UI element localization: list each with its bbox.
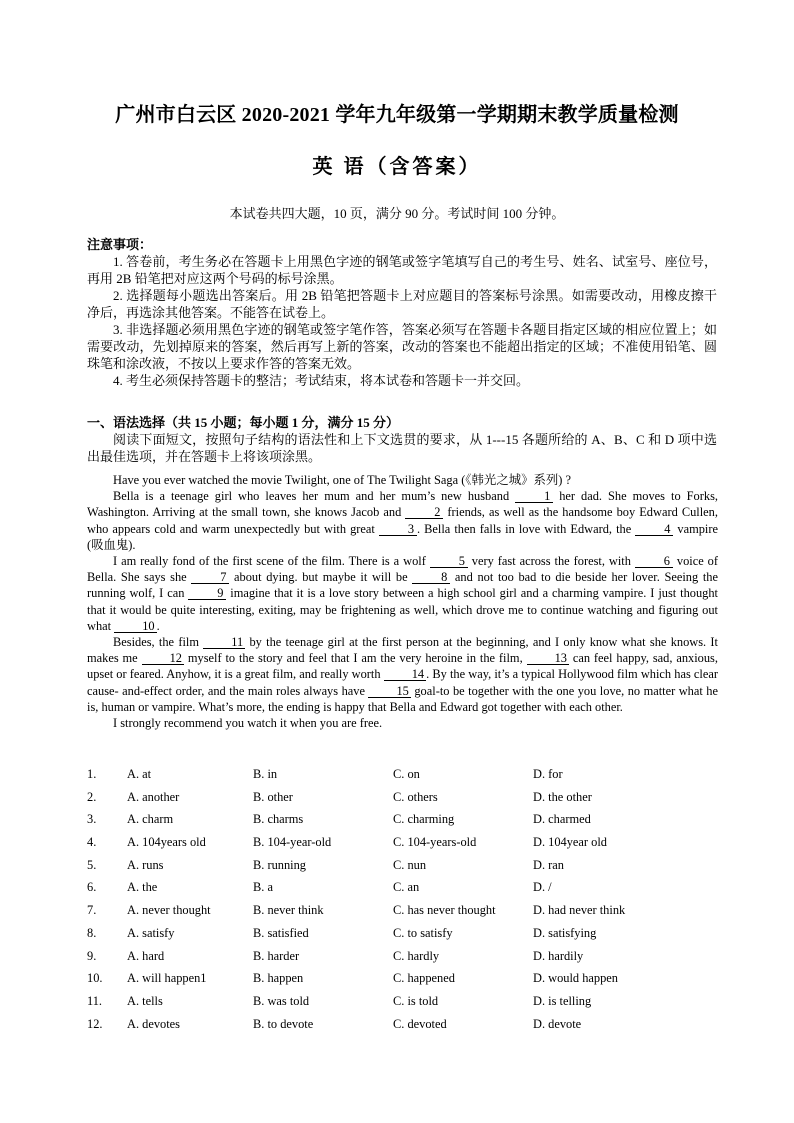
option-c: C. charming bbox=[393, 812, 455, 827]
blank-15: 15 bbox=[368, 685, 410, 698]
option-b: B. a bbox=[253, 880, 273, 895]
question-number: 8. bbox=[87, 925, 97, 940]
notice-heading: 注意事项： bbox=[87, 237, 153, 252]
passage-text: by the teenage girl at the first person at the beginning, and I only know what she knows. It makes me bbox=[87, 635, 718, 666]
option-c: C. happened bbox=[393, 971, 455, 986]
option-a: A. tells bbox=[127, 993, 163, 1008]
option-c: C. nun bbox=[393, 857, 427, 872]
passage-text: imagine that it is a love story between a high school girl and a charming vampire. I just thought that it would be quite interesting, exiting, may be frightening as well, which drove me to continue watching and figuring out what bbox=[87, 586, 718, 633]
question-options bbox=[87, 767, 727, 1039]
option-d: D. satisfying bbox=[533, 925, 597, 940]
question-row bbox=[87, 949, 727, 972]
exam-info: 本试卷共四大题，10 页，满分 90 分。考试时间 100 分钟。 bbox=[229, 206, 565, 221]
passage-text: vampire (吸血鬼). bbox=[87, 521, 718, 552]
option-c: C. others bbox=[393, 789, 438, 804]
option-a: A. another bbox=[127, 789, 180, 804]
blank-10: 10 bbox=[114, 620, 156, 633]
passage-text: Bella is a teenage girl who leaves her mum and her mum’s new husband bbox=[113, 489, 510, 504]
option-a: A. at bbox=[127, 767, 152, 781]
option-c: C. hardly bbox=[393, 948, 440, 963]
notice-item: 4. 考生必须保持答题卡的整洁；考试结束，将本试卷和答题卡一并交回。 bbox=[113, 373, 530, 388]
option-d: D. 104year old bbox=[533, 835, 607, 850]
question-number: 2. bbox=[87, 789, 97, 804]
blank-4: 4 bbox=[635, 523, 673, 536]
question-number: 4. bbox=[87, 835, 97, 850]
option-b: B. happen bbox=[253, 971, 304, 986]
option-c: C. an bbox=[393, 880, 420, 895]
passage-text: very fast across the forest, with bbox=[471, 554, 631, 569]
notice-item: 1. 答卷前，考生务必在答题卡上用黑色字迹的钢笔或签字笔填写自己的考生号、姓名、试室号、座位号，再用 2B 铅笔把对应这两个号码的标号涂黑。 bbox=[87, 254, 717, 286]
option-b: B. satisfied bbox=[253, 925, 309, 940]
question-number: 1. bbox=[87, 767, 97, 781]
option-d: D. is telling bbox=[533, 993, 592, 1008]
passage-text: . Bella then falls in love with Edward, the bbox=[416, 521, 632, 536]
option-b: B. in bbox=[253, 767, 278, 781]
question-row bbox=[87, 1017, 727, 1040]
blank-5: 5 bbox=[430, 555, 468, 568]
blank-14: 14 bbox=[384, 668, 426, 681]
blank-11: 11 bbox=[203, 636, 245, 649]
option-a: A. hard bbox=[127, 948, 165, 963]
option-d: D. hardily bbox=[533, 948, 584, 963]
option-d: D. would happen bbox=[533, 971, 618, 986]
blank-12: 12 bbox=[142, 652, 184, 665]
blank-6: 6 bbox=[635, 555, 673, 568]
question-row bbox=[87, 858, 727, 881]
notice-section bbox=[87, 236, 717, 389]
passage-paragraph: Have you ever watched the movie Twilight, one of The Twilight Saga (《韩光之城》系列) ? bbox=[113, 473, 571, 487]
question-row bbox=[87, 835, 727, 858]
notice-item: 2. 选择题每小题选出答案后。用 2B 铅笔把答题卡上对应题目的答案标号涂黑。如需要改动，用橡皮擦干净后，再选涂其他答案。不能答在试卷上。 bbox=[87, 288, 717, 320]
passage-text: goal-to be together with the one you love, no matter what he is, human or vampire. What’s more, the ending is happy that Bella and Edward got together with each other. bbox=[87, 683, 719, 714]
option-d: D. had never think bbox=[533, 903, 626, 918]
passage-text: . bbox=[156, 618, 160, 633]
option-c: C. devoted bbox=[393, 1016, 447, 1031]
option-d: D. ran bbox=[533, 857, 564, 872]
option-c: C. has never thought bbox=[393, 903, 496, 918]
blank-1: 1 bbox=[515, 490, 553, 503]
option-a: A. devotes bbox=[127, 1016, 180, 1031]
section-1-header bbox=[87, 414, 717, 465]
question-row bbox=[87, 926, 727, 949]
section-1-instruction: 阅读下面短文，按照句子结构的语法性和上下文选贯的要求，从 1---15 各题所给的 A、B、C 和 D 项中选出最佳选项，并在答题卡上将该项涂黑。 bbox=[87, 432, 717, 464]
section-1-heading: 一、语法选择（共 15 小题；每小题 1 分，满分 15 分） bbox=[87, 415, 400, 430]
option-d: D. charmed bbox=[533, 812, 591, 827]
option-d: D. / bbox=[533, 880, 552, 895]
question-number: 7. bbox=[87, 903, 97, 918]
passage-text: and not too bad to die beside her lover. Seeing the running wolf, I can bbox=[87, 570, 718, 601]
notice-item: 3. 非选择题必须用黑色字迹的钢笔或签字笔作答，答案必须写在答题卡各题目指定区域的相应位置上；如需要改动，先划掉原来的答案，然后再写上新的答案，改动的答案也不能超出指定的区域；不准使用铅笔、圆珠笔和涂改液，不按以上要求作答的答案无效。 bbox=[87, 322, 717, 371]
question-number: 9. bbox=[87, 948, 97, 963]
question-row bbox=[87, 903, 727, 926]
passage-text: I am really fond of the first scene of the film. There is a wolf bbox=[113, 554, 426, 569]
passage-paragraph: I strongly recommend you watch it when you are free. bbox=[113, 716, 383, 731]
option-d: D. devote bbox=[533, 1016, 582, 1031]
blank-8: 8 bbox=[412, 571, 450, 584]
option-b: B. charms bbox=[253, 812, 304, 827]
passage-text: her dad. She moves to Forks, Washington. Arriving at the small town, she knows Jacob and bbox=[87, 489, 718, 520]
blank-7: 7 bbox=[191, 571, 229, 584]
option-b: B. other bbox=[253, 789, 293, 804]
question-row bbox=[87, 790, 727, 813]
option-b: B. never think bbox=[253, 903, 324, 918]
passage-paragraph bbox=[87, 634, 718, 715]
question-number: 11. bbox=[87, 993, 103, 1008]
question-number: 10. bbox=[87, 971, 103, 986]
page-subtitle: 英 语（含答案） bbox=[312, 156, 482, 178]
reading-passage bbox=[87, 472, 718, 731]
passage-text: myself to the story and feel that I am the very heroine in the film, bbox=[187, 651, 523, 666]
passage-text: voice of Bella. She says she bbox=[87, 554, 718, 585]
passage-text: about dying. but maybe it will be bbox=[234, 570, 408, 585]
question-row bbox=[87, 767, 727, 790]
passage-text: can feel happy, sad, anxious, upset or feared. Anyhow, it is a great film, and really worth bbox=[87, 651, 718, 682]
option-c: C. to satisfy bbox=[393, 925, 453, 940]
blank-2: 2 bbox=[405, 506, 443, 519]
option-b: B. harder bbox=[253, 948, 300, 963]
page-title: 广州市白云区 2020-2021 学年九年级第一学期期末教学质量检测 bbox=[115, 104, 679, 126]
option-a: A. the bbox=[127, 880, 158, 895]
question-number: 3. bbox=[87, 812, 97, 827]
option-a: A. 104years old bbox=[127, 835, 206, 850]
option-a: A. never thought bbox=[127, 903, 211, 918]
question-row bbox=[87, 971, 727, 994]
option-a: A. will happen1 bbox=[127, 971, 207, 986]
option-a: A. runs bbox=[127, 857, 164, 872]
question-row bbox=[87, 880, 727, 903]
option-b: B. 104-year-old bbox=[253, 835, 332, 850]
question-number: 12. bbox=[87, 1016, 103, 1031]
option-b: B. running bbox=[253, 857, 307, 872]
question-row bbox=[87, 812, 727, 835]
blank-9: 9 bbox=[188, 587, 226, 600]
blank-3: 3 bbox=[379, 523, 417, 536]
question-row bbox=[87, 994, 727, 1017]
option-b: B. to devote bbox=[253, 1016, 314, 1031]
option-d: D. the other bbox=[533, 789, 592, 804]
option-c: C. is told bbox=[393, 993, 439, 1008]
question-number: 5. bbox=[87, 857, 97, 872]
passage-paragraph bbox=[87, 488, 718, 553]
option-c: C. on bbox=[393, 767, 420, 781]
question-number: 6. bbox=[87, 880, 97, 895]
option-d: D. for bbox=[533, 767, 563, 781]
passage-text: friends, as well as the handsome boy Edward Cullen, who appears cold and warm unexpectedly but with great bbox=[87, 505, 718, 536]
blank-13: 13 bbox=[527, 652, 569, 665]
option-a: A. charm bbox=[127, 812, 174, 827]
option-b: B. was told bbox=[253, 993, 310, 1008]
option-c: C. 104-years-old bbox=[393, 835, 477, 850]
passage-text: Besides, the film bbox=[113, 635, 199, 650]
passage-text: . By the way, it’s a typical Hollywood film which has clear cause- and-effect order, and the main roles always have bbox=[87, 667, 718, 698]
option-a: A. satisfy bbox=[127, 925, 175, 940]
passage-paragraph bbox=[87, 553, 718, 634]
